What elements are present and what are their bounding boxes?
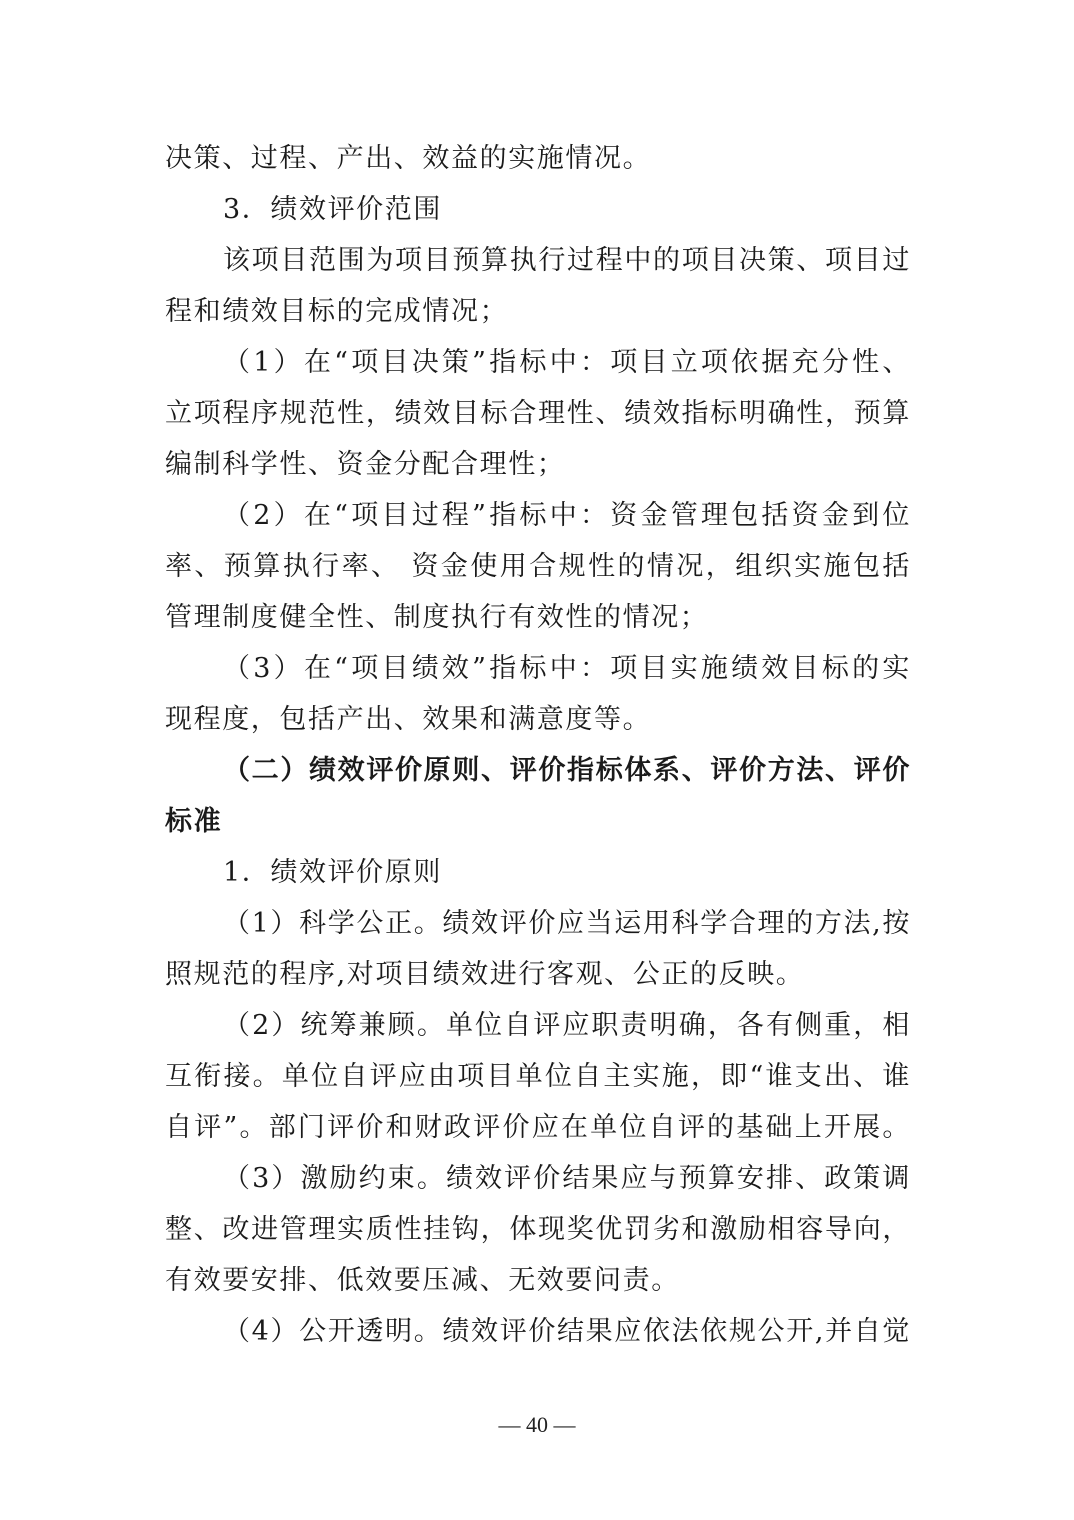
paragraph-line: （2）统筹兼顾。单位自评应职责明确，各有侧重，相 xyxy=(223,1010,911,1041)
page-number: — 40 — xyxy=(498,1412,576,1437)
paragraph-line: （3）在“项目绩效”指标中：项目实施绩效目标的实 xyxy=(223,653,911,684)
section-heading: 1．绩效评价原则 xyxy=(223,857,442,888)
body-text xyxy=(165,133,911,1357)
paragraph-line: 互衔接。单位自评应由项目单位自主实施，即“谁支出、谁 xyxy=(165,1061,911,1092)
paragraph-line: （1）科学公正。绩效评价应当运用科学合理的方法,按 xyxy=(223,908,911,939)
bold-heading: 标准 xyxy=(165,806,223,837)
paragraph-line: 现程度，包括产出、效果和满意度等。 xyxy=(165,704,652,735)
paragraph-line: （4）公开透明。绩效评价结果应依法依规公开,并自觉 xyxy=(223,1316,911,1347)
paragraph-line: 编制科学性、资金分配合理性； xyxy=(165,449,566,480)
paragraph-line: 该项目范围为项目预算执行过程中的项目决策、项目过 xyxy=(223,245,911,276)
paragraph-line: 率、预算执行率、 资金使用合规性的情况，组织实施包括 xyxy=(165,551,911,582)
paragraph-line: 程和绩效目标的完成情况； xyxy=(165,296,509,327)
paragraph-line: 有效要安排、低效要压减、无效要问责。 xyxy=(165,1265,680,1296)
paragraph-line: 管理制度健全性、制度执行有效性的情况； xyxy=(165,602,709,633)
paragraph-line: 立项程序规范性，绩效目标合理性、绩效指标明确性，预算 xyxy=(165,398,911,429)
bold-heading: （二）绩效评价原则、评价指标体系、评价方法、评价 xyxy=(223,755,911,786)
paragraph-line: 决策、过程、产出、效益的实施情况。 xyxy=(165,143,652,174)
paragraph-line: 自评”。部门评价和财政评价应在单位自评的基础上开展。 xyxy=(165,1112,911,1143)
paragraph-line: （2）在“项目过程”指标中：资金管理包括资金到位 xyxy=(223,500,911,531)
paragraph-line: （1）在“项目决策”指标中：项目立项依据充分性、 xyxy=(223,347,911,378)
paragraph-line: 整、改进管理实质性挂钩，体现奖优罚劣和激励相容导向， xyxy=(165,1214,911,1245)
section-heading: 3．绩效评价范围 xyxy=(223,194,442,225)
paragraph-line: 照规范的程序,对项目绩效进行客观、公正的反映。 xyxy=(165,959,805,990)
paragraph-line: （3）激励约束。绩效评价结果应与预算安排、政策调 xyxy=(223,1163,911,1194)
